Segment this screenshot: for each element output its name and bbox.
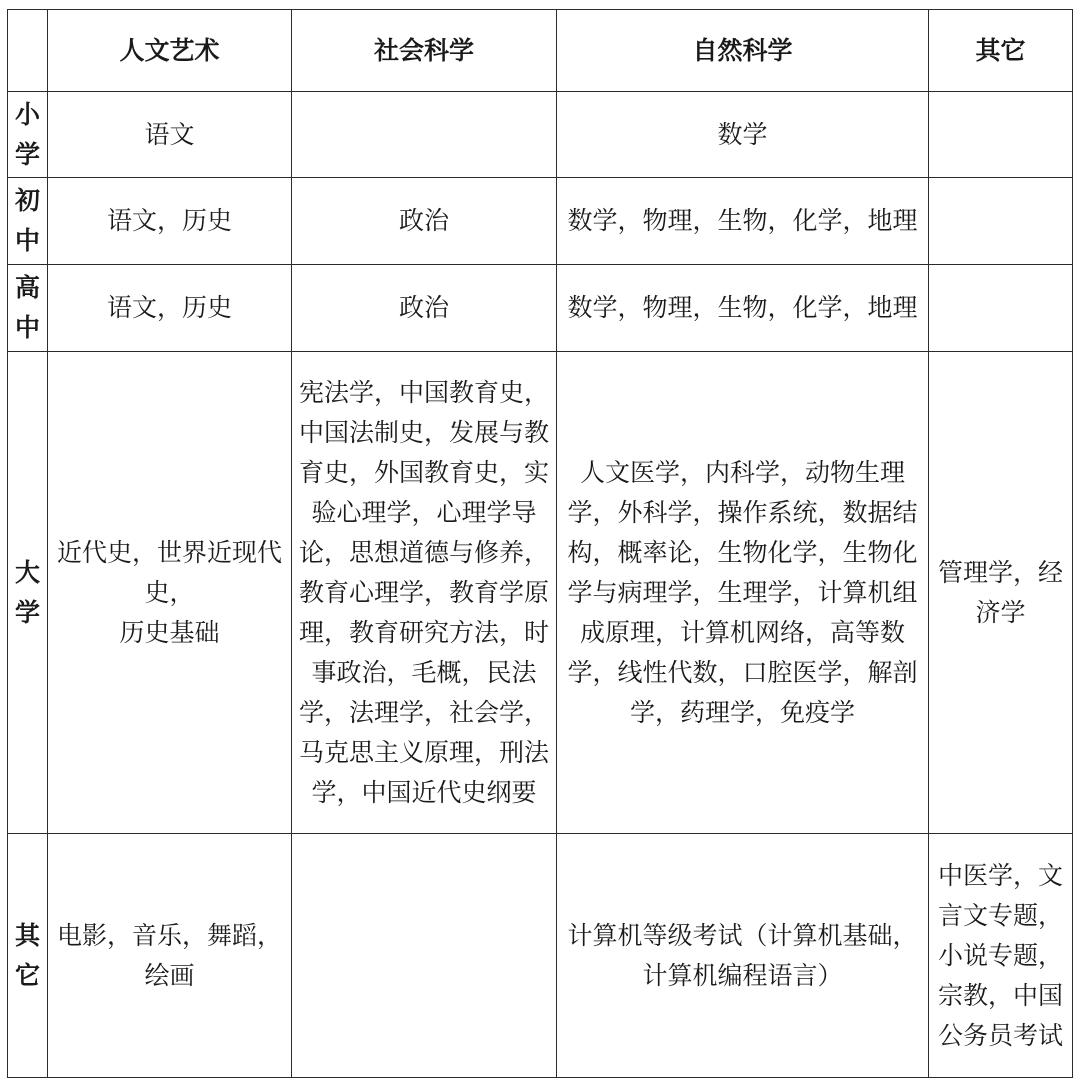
- cell-other-humanities: 电影，音乐，舞蹈，绘画: [48, 834, 292, 1078]
- cell-other-natural: 计算机等级考试（计算机基础，计算机编程语言）: [557, 834, 929, 1078]
- cell-university-other: 管理学，经济学: [929, 352, 1073, 834]
- cell-junior-other: [929, 178, 1073, 265]
- cell-primary-other: [929, 92, 1073, 178]
- row-label-senior-high: 高中: [8, 265, 48, 352]
- header-social-science: 社会科学: [292, 10, 557, 92]
- table-row-junior-high: [8, 178, 1073, 265]
- cell-primary-social: [292, 92, 557, 178]
- cell-junior-social: 政治: [292, 178, 557, 265]
- cell-university-social: 宪法学，中国教育史，中国法制史，发展与教育史，外国教育史，实验心理学，心理学导论，思想道德与修养，教育心理学，教育学原理，教育研究方法，时事政治，毛概，民法学，法理学，社会学，马克思主义原理，刑法学，中国近代史纲要: [292, 352, 557, 834]
- header-natural-science: 自然科学: [557, 10, 929, 92]
- cell-senior-social: 政治: [292, 265, 557, 352]
- cell-primary-natural: 数学: [557, 92, 929, 178]
- header-row: [8, 10, 1073, 92]
- university-humanities-line1: 近代史，世界近现代史，: [56, 537, 282, 607]
- cell-junior-natural: 数学，物理，生物，化学，地理: [557, 178, 929, 265]
- cell-junior-humanities: 语文，历史: [48, 178, 292, 265]
- row-label-university: 大学: [8, 352, 48, 834]
- cell-primary-humanities: 语文: [48, 92, 292, 178]
- table-row-university: [8, 352, 1073, 834]
- cell-university-humanities: [48, 352, 292, 834]
- row-label-primary: 小学: [8, 92, 48, 178]
- cell-senior-natural: 数学，物理，生物，化学，地理: [557, 265, 929, 352]
- cell-university-natural: 人文医学，内科学，动物生理学，外科学，操作系统，数据结构，概率论，生物化学，生物化学与病理学，生理学，计算机组成原理，计算机网络，高等数学，线性代数，口腔医学，解剖学，药理学，免疫学: [557, 352, 929, 834]
- cell-other-other: 中医学，文言文专题，小说专题，宗教，中国公务员考试: [929, 834, 1073, 1078]
- cell-other-social: [292, 834, 557, 1078]
- header-corner-cell: [8, 10, 48, 92]
- table-row-other: [8, 834, 1073, 1078]
- cell-senior-other: [929, 265, 1073, 352]
- university-humanities-line2: 历史基础: [119, 617, 220, 647]
- header-other: 其它: [929, 10, 1073, 92]
- table-row-primary: [8, 92, 1073, 178]
- table-row-senior-high: [8, 265, 1073, 352]
- subject-table: [7, 9, 1073, 1078]
- row-label-other: 其它: [8, 834, 48, 1078]
- row-label-junior-high: 初中: [8, 178, 48, 265]
- header-humanities: 人文艺术: [48, 10, 292, 92]
- cell-senior-humanities: 语文，历史: [48, 265, 292, 352]
